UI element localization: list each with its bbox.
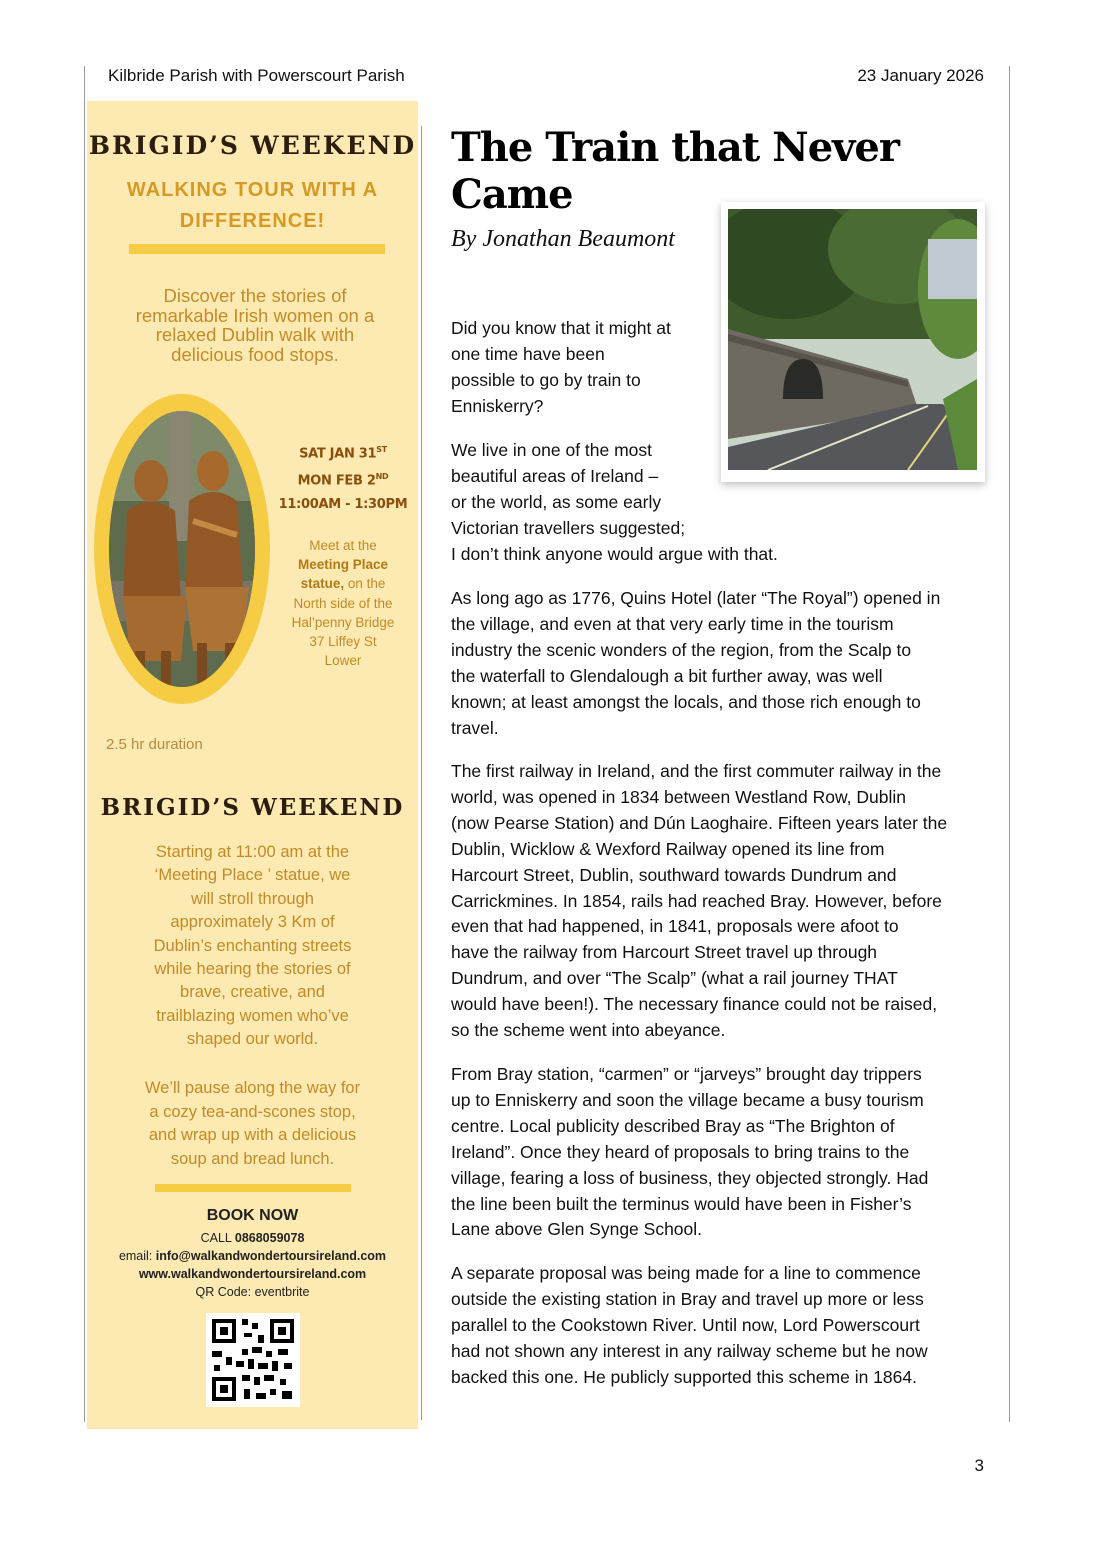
article-title: The Train that Never Came bbox=[451, 124, 899, 218]
website-link[interactable]: www.walkandwondertoursireland.com bbox=[138, 1267, 367, 1281]
statue-photo-frame bbox=[94, 394, 270, 704]
right-page-rule bbox=[1009, 66, 1010, 1422]
left-page-rule bbox=[84, 66, 85, 1422]
article-byline: By Jonathan Beaumont bbox=[451, 226, 675, 252]
flyer-divider-bar-2 bbox=[155, 1184, 351, 1192]
article-paragraph-6: A separate proposal was being made for a line to commence outside the existing station in Bray and travel up more or less parallel to the Cookstown River. Until now, Lord Powerscourt had not shown any interest in any railway scheme but he now backed this one. He publicly supported this scheme in 1864. bbox=[451, 1263, 928, 1387]
column-divider bbox=[421, 126, 422, 1420]
header-parish-name: Kilbride Parish with Powerscourt Parish bbox=[108, 66, 405, 85]
meeting-place-statue-photo bbox=[109, 411, 255, 687]
article-paragraph-1: Did you know that it might at one time have been possible to go by train to Enniskerry? bbox=[451, 318, 671, 416]
tour-duration: 2.5 hr duration bbox=[106, 736, 203, 753]
article-paragraph-5: From Bray station, “carmen” or “jarveys” brought day trippers up to Enniskerry and soon the village became a busy tourism centre. Local publicity described Bray as “The Brighton of Ireland”. Once they heard of proposals to bring trains to the village, fearing a loss of business, they objected strongly. Had the line been built the terminus would have been in Fisher’s Lane above Glen Synge School. bbox=[451, 1064, 929, 1240]
flyer-subtitle: WALKING TOUR WITH A DIFFERENCE! bbox=[126, 179, 379, 232]
phone-number[interactable]: 0868059078 bbox=[234, 1231, 305, 1245]
flyer-description: Starting at 11:00 am at the ‘Meeting Place ’ statue, we will stroll through approximately 3 Km of Dublin’s enchanting streets while hearing the stories of brave, creative, and trailblazing women who’ve shaped our world. bbox=[153, 843, 352, 1049]
qr-code[interactable] bbox=[206, 1313, 300, 1407]
page-number: 3 bbox=[974, 1456, 984, 1475]
flyer-food-stops: We’ll pause along the way for a cozy tea-and-scones stop, and wrap up with a delicious soup and bread lunch. bbox=[144, 1079, 361, 1168]
event-dates: SAT JAN 31ST MON FEB 2ND 11:00AM - 1:30PM bbox=[278, 445, 408, 512]
meeting-point: Meet at the Meeting Place statue, on the North side of the Hal’penny Bridge 37 Liffey St Lower bbox=[291, 538, 395, 669]
email-link[interactable]: info@walkandwondertoursireland.com bbox=[155, 1249, 387, 1263]
flyer-intro: Discover the stories of remarkable Irish women on a relaxed Dublin walk with delicious food stops. bbox=[135, 285, 375, 365]
article-paragraph-4: The first railway in Ireland, and the first commuter railway in the world, was opened in 1834 between Westland Row, Dublin (now Pearse Station) and Dún Laoghaire. Fifteen years later the Dublin, Wicklow & Wexford Railway opened its line from Harcourt Street, Dublin, southward towards Dundrum and Carrickmines. In 1854, rails had reached Bray. However, before even that had happened, in 1841, proposals were afoot to have the railway from Harcourt Street travel up through Dundrum, and over “The Scalp” (what a rail journey THAT would have been!). The necessary finance could not be raised, so the scheme went into abeyance. bbox=[451, 761, 948, 1041]
header-date: 23 January 2026 bbox=[857, 66, 984, 85]
article-paragraph-3: As long ago as 1776, Quins Hotel (later “The Royal”) opened in the village, and even at that very early time in the tourism industry the scenic wonders of the region, from the Scalp to the waterfall to Glendalough a bit further away, was well known; at least amongst the locals, and those rich enough to travel. bbox=[451, 588, 941, 738]
article-paragraph-2: We live in one of the most beautiful areas of Ireland – or the world, as some early Victorian travellers suggested; I don’t think anyone would argue with that. bbox=[451, 440, 778, 564]
brigids-weekend-flyer bbox=[87, 101, 418, 1429]
flyer-divider-bar bbox=[129, 244, 385, 254]
flyer-title: BRIGID’S WEEKEND bbox=[88, 131, 417, 160]
booking-contact: CALL 0868059078 email: info@walkandwondertoursireland.com www.walkandwondertoursireland.com QR Code: eventbrite bbox=[118, 1231, 387, 1299]
flyer-title-2: BRIGID’S WEEKEND bbox=[100, 794, 405, 821]
book-now-heading: BOOK NOW bbox=[206, 1207, 299, 1224]
